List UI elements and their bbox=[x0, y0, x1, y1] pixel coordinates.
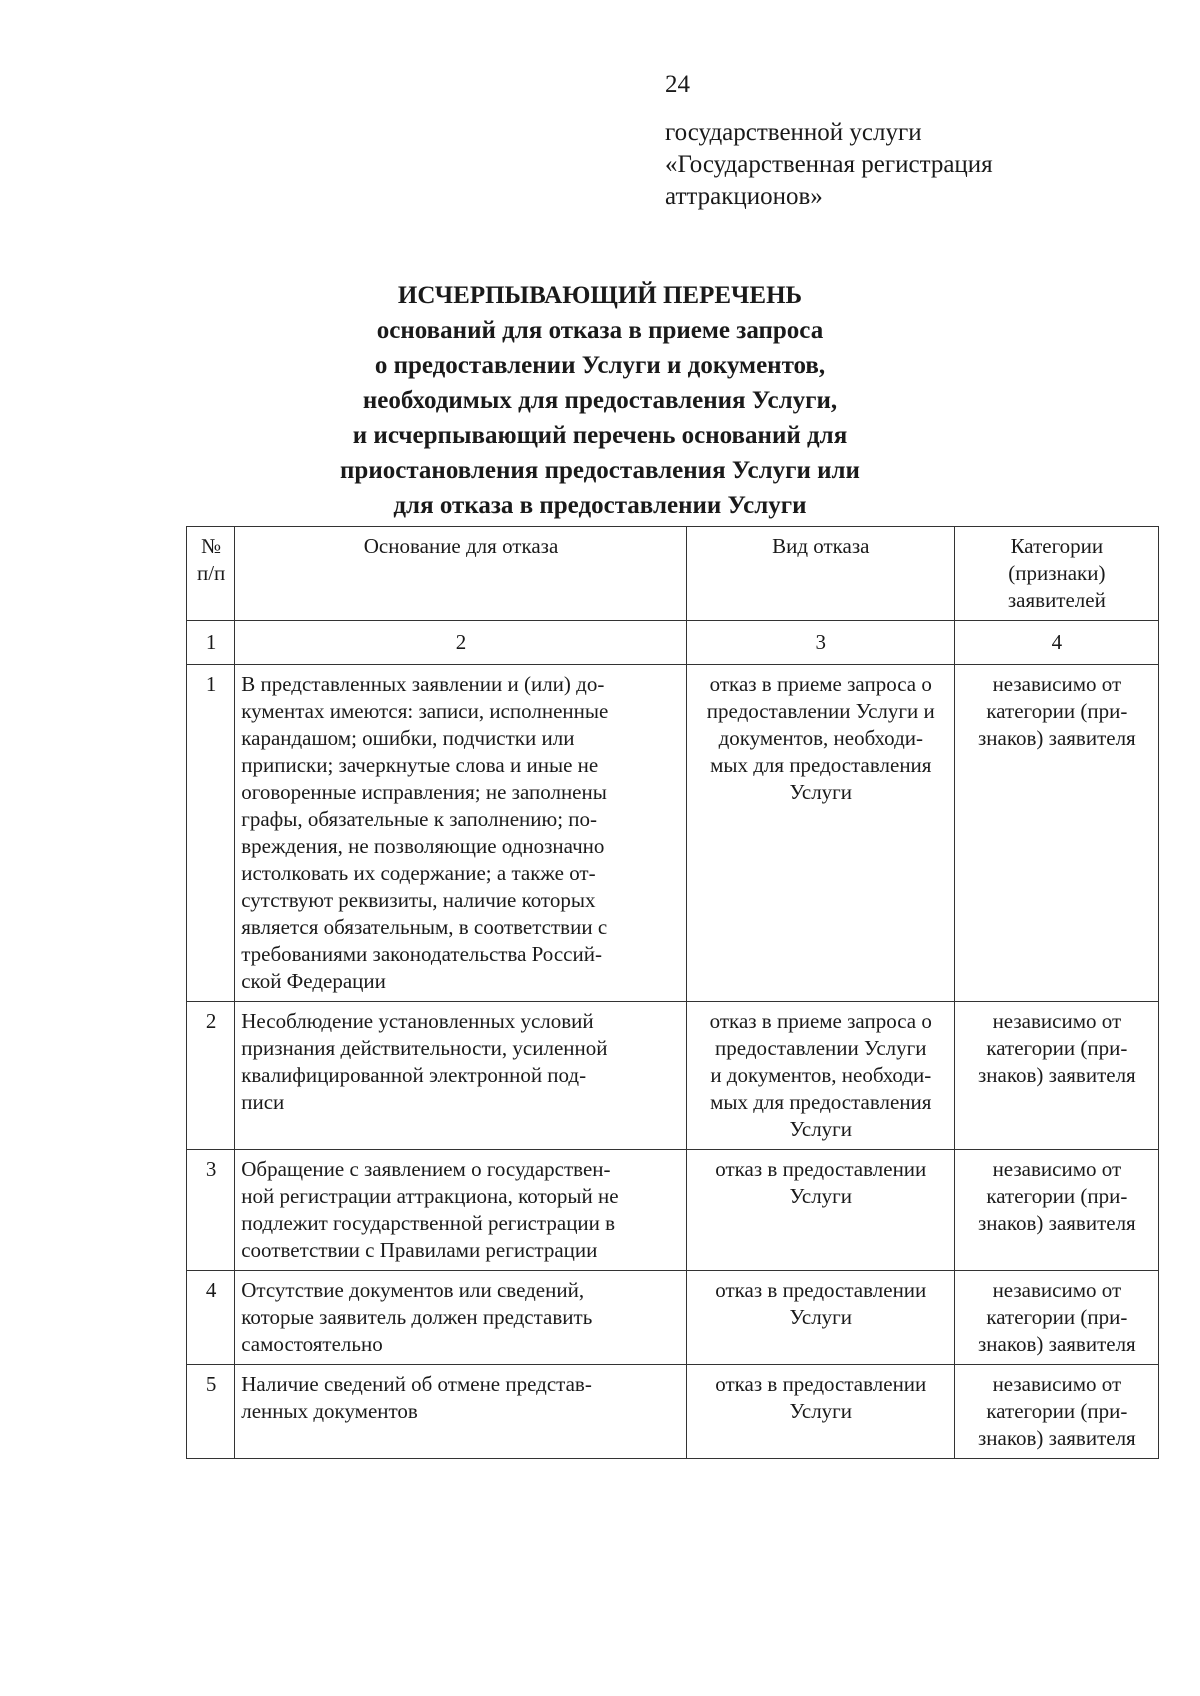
title-line: оснований для отказа в приеме запроса bbox=[376, 317, 824, 344]
document-header bbox=[665, 117, 993, 213]
refusal-type-line: предоставлении Услуги и bbox=[706, 699, 935, 723]
applicant-category-line: независимо от bbox=[992, 1278, 1122, 1302]
applicant-category-line: знаков) заявителя bbox=[978, 726, 1136, 750]
header-type-line: Вид отказа bbox=[772, 534, 870, 558]
table-row bbox=[187, 1365, 1159, 1459]
column-number: 1 bbox=[187, 621, 235, 665]
refusal-reason bbox=[235, 1002, 687, 1150]
refusal-reason-line: сутствуют реквизиты, наличие которых bbox=[241, 888, 596, 912]
applicant-category bbox=[954, 1002, 1158, 1150]
header-category-line: (признаки) bbox=[1008, 561, 1106, 585]
applicant-category-line: знаков) заявителя bbox=[978, 1211, 1136, 1235]
refusal-type bbox=[686, 1002, 954, 1150]
row-number: 1 bbox=[187, 665, 235, 1002]
applicant-category-line: категории (при- bbox=[986, 1399, 1128, 1423]
refusal-type-line: Услуги bbox=[789, 780, 853, 804]
refusal-reason-line: вреждения, не позволяющие однозначно bbox=[241, 834, 605, 858]
applicant-category-line: знаков) заявителя bbox=[978, 1063, 1136, 1087]
title-line: необходимых для предоставления Услуги, bbox=[362, 387, 838, 414]
refusal-type-line: отказ в предоставлении bbox=[715, 1157, 927, 1181]
applicant-category-line: независимо от bbox=[992, 1009, 1122, 1033]
refusal-reason-line: которые заявитель должен представить bbox=[241, 1305, 593, 1329]
refusal-reason-line: истолковать их содержание; а также от- bbox=[241, 861, 596, 885]
refusal-reason-line: карандашом; ошибки, подчистки или bbox=[241, 726, 575, 750]
table-row bbox=[187, 1002, 1159, 1150]
title-line: приостановления предоставления Услуги или bbox=[340, 457, 860, 484]
header-category bbox=[954, 527, 1158, 621]
refusal-reason-line: ленных документов bbox=[241, 1399, 418, 1423]
header-category-line: заявителей bbox=[1007, 588, 1106, 612]
refusal-reason-line: признания действительности, усиленной bbox=[241, 1036, 608, 1060]
refusal-type-line: Услуги bbox=[789, 1117, 853, 1141]
applicant-category bbox=[954, 1271, 1158, 1365]
refusal-reason-line: требованиями законодательства Россий- bbox=[241, 942, 602, 966]
row-number: 4 bbox=[187, 1271, 235, 1365]
header-line: аттракционов» bbox=[665, 183, 823, 210]
refusal-reason-line: ской Федерации bbox=[241, 969, 386, 993]
refusal-type-line: Услуги bbox=[789, 1305, 853, 1329]
refusal-reason bbox=[235, 1365, 687, 1459]
refusal-reason-line: оговоренные исправления; не заполнены bbox=[241, 780, 607, 804]
page-number: 24 bbox=[665, 71, 690, 98]
applicant-category-line: категории (при- bbox=[986, 699, 1128, 723]
refusal-reason-line: является обязательным, в соответствии с bbox=[241, 915, 608, 939]
refusal-type-line: Услуги bbox=[789, 1399, 853, 1423]
refusal-type-line: отказ в приеме запроса о bbox=[709, 672, 932, 696]
refusal-reason-line: писи bbox=[241, 1090, 285, 1114]
header-reason bbox=[235, 527, 687, 621]
refusal-type bbox=[686, 665, 954, 1002]
refusal-type-line: мых для предоставления bbox=[710, 1090, 932, 1114]
refusal-reason-line: подлежит государственной регистрации в bbox=[241, 1211, 616, 1235]
refusal-reason bbox=[235, 1150, 687, 1271]
refusal-type-line: отказ в приеме запроса о bbox=[709, 1009, 932, 1033]
table-body bbox=[187, 621, 1159, 1459]
refusal-reason-line: Наличие сведений об отмене представ- bbox=[241, 1372, 592, 1396]
header-reason-line: Основание для отказа bbox=[363, 534, 559, 558]
refusal-type-line: отказ в предоставлении bbox=[715, 1278, 927, 1302]
column-number: 4 bbox=[954, 621, 1158, 665]
row-number: 5 bbox=[187, 1365, 235, 1459]
applicant-category bbox=[954, 1365, 1158, 1459]
column-number-row bbox=[187, 621, 1159, 665]
applicant-category-line: независимо от bbox=[992, 672, 1122, 696]
table-row bbox=[187, 1150, 1159, 1271]
refusal-type-line: Услуги bbox=[789, 1184, 853, 1208]
refusal-reason-line: графы, обязательные к заполнению; по- bbox=[241, 807, 598, 831]
refusal-grounds-table bbox=[186, 526, 1159, 1459]
title-line: о предоставлении Услуги и документов, bbox=[374, 352, 826, 379]
column-number: 3 bbox=[686, 621, 954, 665]
refusal-reason-line: ной регистрации аттракциона, который не bbox=[241, 1184, 619, 1208]
refusal-type-line: документов, необходи- bbox=[718, 726, 923, 750]
applicant-category-line: знаков) заявителя bbox=[978, 1426, 1136, 1450]
applicant-category bbox=[954, 1150, 1158, 1271]
table-row bbox=[187, 1271, 1159, 1365]
refusal-reason-line: Несоблюдение установленных условий bbox=[241, 1009, 594, 1033]
applicant-category-line: категории (при- bbox=[986, 1184, 1128, 1208]
refusal-type-line: мых для предоставления bbox=[710, 753, 932, 777]
refusal-reason-line: соответствии с Правилами регистрации bbox=[241, 1238, 598, 1262]
row-number: 2 bbox=[187, 1002, 235, 1150]
refusal-reason-line: квалифицированной электронной под- bbox=[241, 1063, 587, 1087]
applicant-category bbox=[954, 665, 1158, 1002]
refusal-reason-line: приписки; зачеркнутые слова и иные не bbox=[241, 753, 599, 777]
table-header-row bbox=[187, 527, 1159, 621]
header-line: государственной услуги bbox=[665, 119, 922, 146]
applicant-category-line: независимо от bbox=[992, 1157, 1122, 1181]
column-number: 2 bbox=[235, 621, 687, 665]
document-title bbox=[200, 278, 1000, 523]
refusal-reason-line: самостоятельно bbox=[241, 1332, 383, 1356]
refusal-reason-line: Отсутствие документов или сведений, bbox=[241, 1278, 585, 1302]
refusal-type bbox=[686, 1150, 954, 1271]
title-line: ИСЧЕРПЫВАЮЩИЙ ПЕРЕЧЕНЬ bbox=[397, 282, 803, 309]
refusal-type bbox=[686, 1365, 954, 1459]
row-number: 3 bbox=[187, 1150, 235, 1271]
header-line: «Государственная регистрация bbox=[665, 151, 993, 178]
refusal-reason-line: кументах имеются: записи, исполненные bbox=[241, 699, 609, 723]
header-category-line: Категории bbox=[1010, 534, 1104, 558]
applicant-category-line: категории (при- bbox=[986, 1305, 1128, 1329]
refusal-reason-line: Обращение с заявлением о государствен- bbox=[241, 1157, 611, 1181]
header-num-line: № bbox=[201, 534, 222, 558]
refusal-type-line: и документов, необходи- bbox=[710, 1063, 932, 1087]
header-type bbox=[686, 527, 954, 621]
refusal-type-line: отказ в предоставлении bbox=[715, 1372, 927, 1396]
applicant-category-line: знаков) заявителя bbox=[978, 1332, 1136, 1356]
refusal-reason-line: В представленных заявлении и (или) до- bbox=[241, 672, 605, 696]
applicant-category-line: независимо от bbox=[992, 1372, 1122, 1396]
refusal-type bbox=[686, 1271, 954, 1365]
refusal-reason bbox=[235, 1271, 687, 1365]
applicant-category-line: категории (при- bbox=[986, 1036, 1128, 1060]
title-line: для отказа в предоставлении Услуги bbox=[393, 492, 807, 519]
refusal-reason bbox=[235, 665, 687, 1002]
refusal-type-line: предоставлении Услуги bbox=[715, 1036, 927, 1060]
header-num bbox=[187, 527, 235, 621]
title-line: и исчерпывающий перечень оснований для bbox=[352, 422, 848, 449]
header-num-line: п/п bbox=[196, 561, 226, 585]
table-row bbox=[187, 665, 1159, 1002]
